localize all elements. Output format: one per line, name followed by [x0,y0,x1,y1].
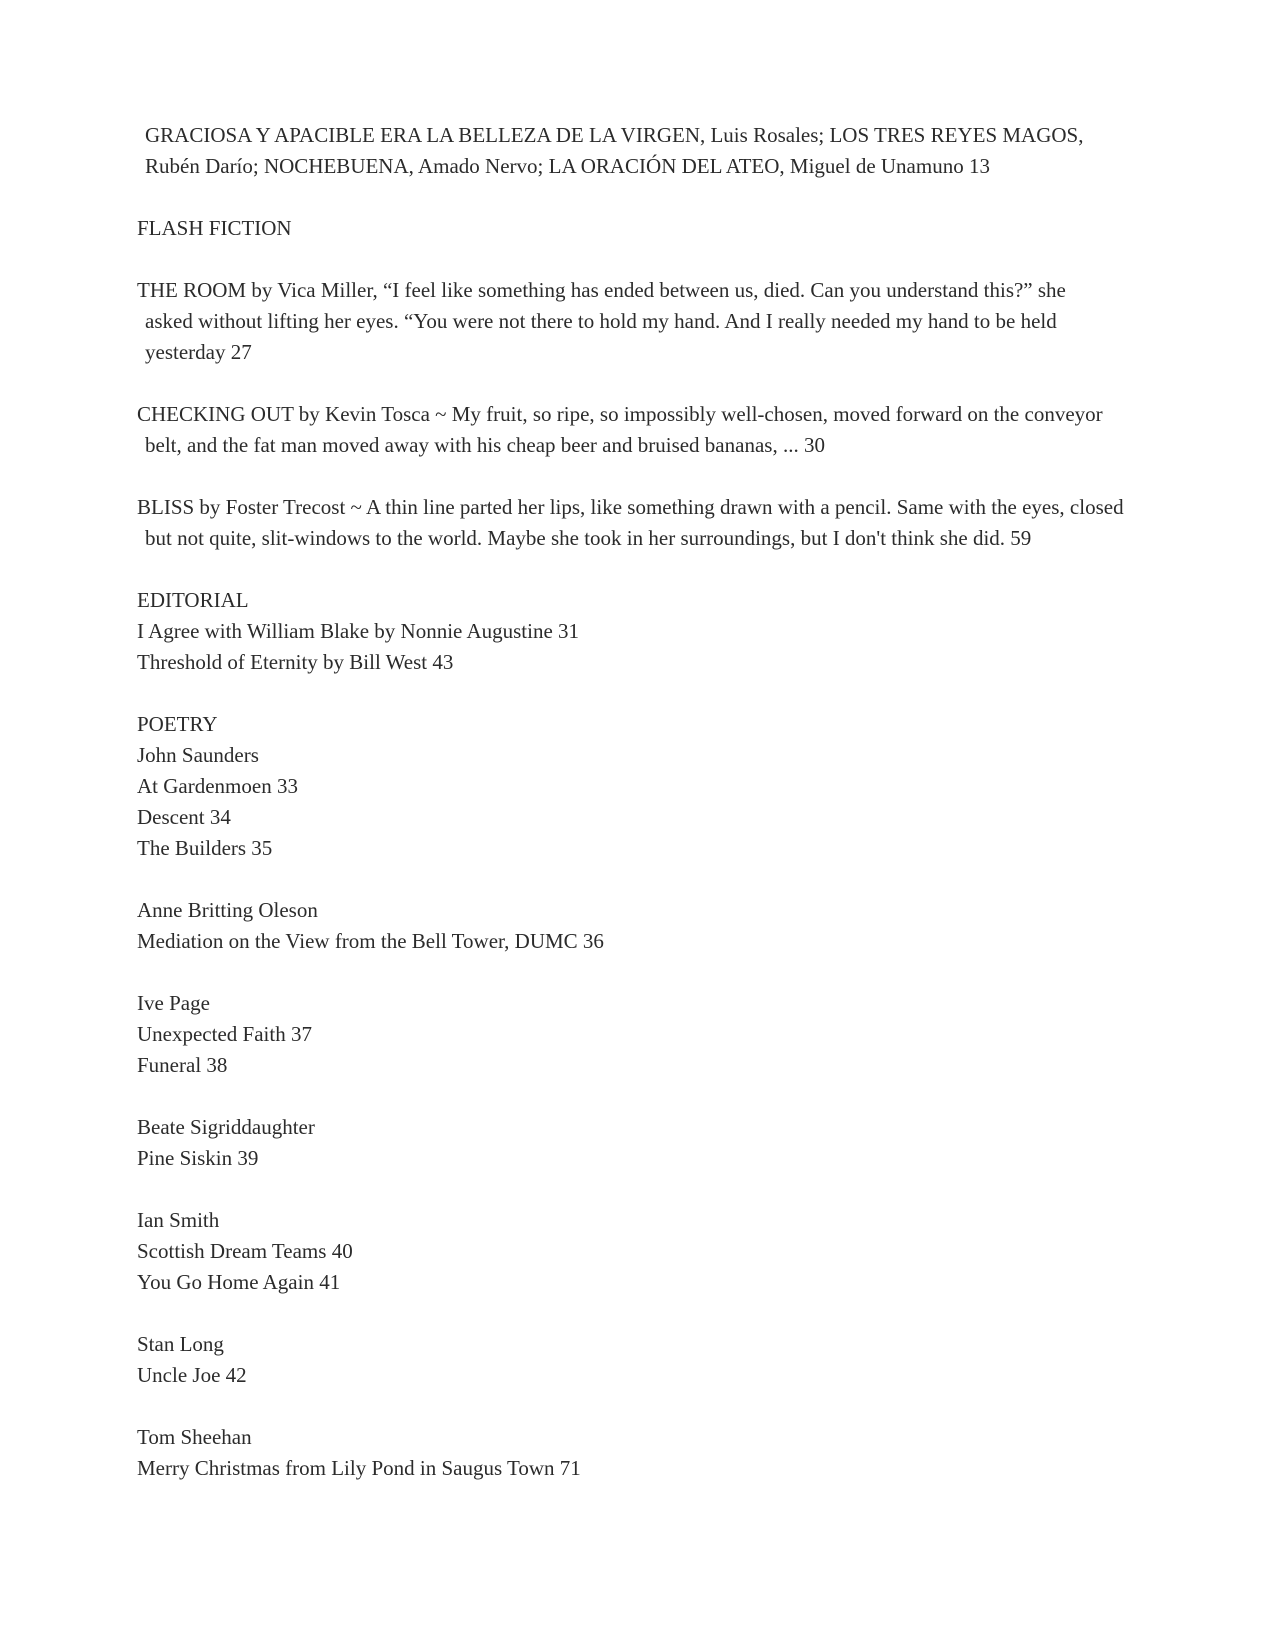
poetry-group-sheehan [137,1422,1197,1484]
poet-name: Tom Sheehan [137,1425,252,1449]
flash-fiction-entry-room [137,275,1197,368]
entry-line: belt, and the fat man moved away with his cheap beer and bruised bananas, ... 30 [145,433,825,457]
poet-name: Stan Long [137,1332,224,1356]
list-item: The Builders 35 [137,836,273,860]
list-item: Mediation on the View from the Bell Tower, DUMC 36 [137,929,604,953]
list-item: Scottish Dream Teams 40 [137,1239,353,1263]
list-item: Merry Christmas from Lily Pond in Saugus Town 71 [137,1456,581,1480]
entry-line: yesterday 27 [145,340,252,364]
poet-name: John Saunders [137,743,259,767]
flash-fiction-heading: FLASH FICTION [137,216,292,240]
list-item: Uncle Joe 42 [137,1363,247,1387]
entry-line: but not quite, slit-windows to the world. Maybe she took in her surroundings, but I don't think she did. 59 [145,526,1032,550]
list-item: Unexpected Faith 37 [137,1022,312,1046]
entry-line: CHECKING OUT by Kevin Tosca ~ My fruit, so ripe, so impossibly well-chosen, moved forward on the conveyor [137,402,1103,426]
list-item: Descent 34 [137,805,231,829]
poetry-heading: POETRY [137,712,218,736]
table-of-contents [137,120,1197,1515]
list-item: Threshold of Eternity by Bill West 43 [137,650,454,674]
editorial-heading: EDITORIAL [137,588,249,612]
list-item: I Agree with William Blake by Nonnie Augustine 31 [137,619,580,643]
entry-line: THE ROOM by Vica Miller, “I feel like something has ended between us, died. Can you understand this?” she [137,278,1066,302]
list-item: You Go Home Again 41 [137,1270,341,1294]
poetry-group-smith [137,1205,1197,1298]
poetry-group-oleson [137,895,1197,957]
list-item: Pine Siskin 39 [137,1146,259,1170]
poetry-group-long [137,1329,1197,1391]
poet-name: Ive Page [137,991,210,1015]
poetry-group-page [137,988,1197,1081]
entry-line: BLISS by Foster Trecost ~ A thin line parted her lips, like something drawn with a pencil. Same with the eyes, closed [137,495,1124,519]
flash-fiction-entry-bliss [137,492,1197,554]
intro-line-1: GRACIOSA Y APACIBLE ERA LA BELLEZA DE LA VIRGEN, Luis Rosales; LOS TRES REYES MAGOS, [145,123,1084,147]
list-item: Funeral 38 [137,1053,228,1077]
intro-line-2: Rubén Darío; NOCHEBUENA, Amado Nervo; LA ORACIÓN DEL ATEO, Miguel de Unamuno 13 [145,154,990,178]
list-item: At Gardenmoen 33 [137,774,298,798]
editorial-section [137,585,1197,678]
poet-name: Ian Smith [137,1208,220,1232]
entry-line: asked without lifting her eyes. “You were not there to hold my hand. And I really needed my hand to be held [145,309,1057,333]
poet-name: Anne Britting Oleson [137,898,318,922]
intro-entry [137,120,1197,182]
poet-name: Beate Sigriddaughter [137,1115,315,1139]
flash-fiction-entry-checking-out [137,399,1197,461]
flash-fiction-heading-block [137,213,1197,244]
poetry-group-saunders [137,709,1197,864]
poetry-group-sigriddaughter [137,1112,1197,1174]
